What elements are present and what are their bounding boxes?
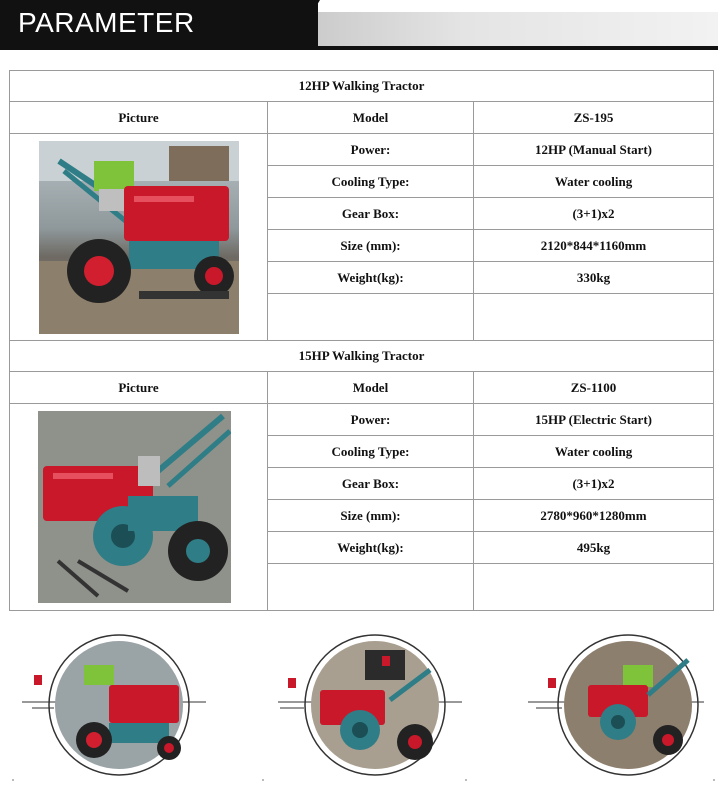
spec-label: Model xyxy=(268,102,474,134)
separator-dot xyxy=(713,779,715,781)
page-title: PARAMETER xyxy=(18,7,195,38)
separator-dot xyxy=(12,779,14,781)
spec-value: Water cooling xyxy=(474,436,714,468)
spec-value: (3+1)x2 xyxy=(474,198,714,230)
gallery-thumb-3 xyxy=(508,630,708,780)
picture-cell xyxy=(10,134,268,341)
table-title: 12HP Walking Tractor xyxy=(10,71,714,102)
spec-value: 2120*844*1160mm xyxy=(474,230,714,262)
separator-dot xyxy=(465,779,467,781)
spec-value: (3+1)x2 xyxy=(474,468,714,500)
spec-value: Water cooling xyxy=(474,166,714,198)
separator-dot xyxy=(262,779,264,781)
spec-label: Gear Box: xyxy=(268,198,474,230)
tractor-photo xyxy=(38,411,231,603)
empty-cell xyxy=(268,294,474,341)
spec-value: ZS-1100 xyxy=(474,372,714,404)
table-row xyxy=(10,102,714,134)
spec-label: Weight(kg): xyxy=(268,532,474,564)
spec-label: Size (mm): xyxy=(268,230,474,262)
header-gray-bar xyxy=(294,12,718,46)
spec-value: 12HP (Manual Start) xyxy=(474,134,714,166)
tractor-circle-thumbnail-icon xyxy=(270,630,470,780)
empty-cell xyxy=(474,564,714,611)
spec-label: Weight(kg): xyxy=(268,262,474,294)
spec-label: Power: xyxy=(268,134,474,166)
table-row xyxy=(10,372,714,404)
spec-label: Cooling Type: xyxy=(268,166,474,198)
table-row xyxy=(10,71,714,102)
tractor-circle-thumbnail-icon xyxy=(14,630,214,780)
header-slant xyxy=(292,0,320,46)
spec-value: 330kg xyxy=(474,262,714,294)
spec-value: 495kg xyxy=(474,532,714,564)
spec-label: Power: xyxy=(268,404,474,436)
table-title: 15HP Walking Tractor xyxy=(10,341,714,372)
parameter-header xyxy=(0,0,718,56)
table-row xyxy=(10,404,714,436)
spec-value: 2780*960*1280mm xyxy=(474,500,714,532)
tractor-circle-thumbnail-icon xyxy=(508,630,708,780)
spec-label: Size (mm): xyxy=(268,500,474,532)
picture-header: Picture xyxy=(10,372,268,404)
spec-label: Model xyxy=(268,372,474,404)
spec-value: ZS-195 xyxy=(474,102,714,134)
gallery-thumb-2 xyxy=(270,630,470,780)
empty-cell xyxy=(268,564,474,611)
table-row xyxy=(10,134,714,166)
spec-table xyxy=(9,70,714,611)
picture-cell xyxy=(10,404,268,611)
tractor-photo-icon xyxy=(38,411,231,603)
picture-header: Picture xyxy=(10,102,268,134)
empty-cell xyxy=(474,294,714,341)
tractor-photo xyxy=(39,141,239,334)
spec-value: 15HP (Electric Start) xyxy=(474,404,714,436)
gallery-thumb-1 xyxy=(14,630,214,780)
tractor-photo-icon xyxy=(39,141,239,334)
spec-label: Gear Box: xyxy=(268,468,474,500)
tractor-gallery xyxy=(0,630,718,785)
header-rule xyxy=(0,46,718,50)
table-row xyxy=(10,341,714,372)
spec-label: Cooling Type: xyxy=(268,436,474,468)
